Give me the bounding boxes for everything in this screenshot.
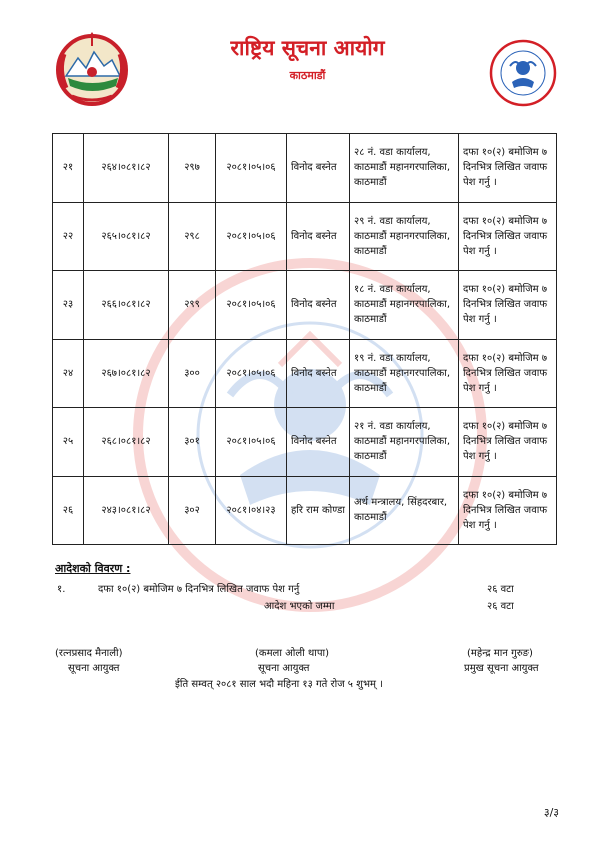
row-serial: २४ [53,339,84,408]
row-office: २८ नं. वडा कार्यालय, काठमाडौं महानगरपालिका, काठमाडौं [350,134,459,203]
page-number: ३/३ [543,806,559,819]
commission-seal-icon [488,38,558,108]
row-decision-no: २९७ [169,134,216,203]
row-order: दफा १०(२) बमोजिम ७ दिनभित्र लिखित जवाफ पेश गर्नु । [459,476,557,545]
row-appellant: विनोद बस्नेत [287,134,350,203]
summary-item-number: १. [57,584,66,595]
row-appellant: हरि राम कोण्डा [287,476,350,545]
row-order: दफा १०(२) बमोजिम ७ दिनभित्र लिखित जवाफ पेश गर्नु । [459,134,557,203]
signatory-left-name: (रत्नप्रसाद मैनाली) [55,648,123,659]
row-appellant: विनोद बस्नेत [287,339,350,408]
signatory-right-name: (महेन्द्र मान गुरुङ) [467,648,533,659]
row-registration: २६८।०८१।८२ [84,408,169,477]
table-row [53,134,557,203]
summary-item-count: २६ वटा [487,584,514,595]
row-date: २०८१।०४।२३ [216,476,287,545]
page-title: राष्ट्रिय सूचना आयोग [230,36,385,60]
signatory-right-role: प्रमुख सूचना आयुक्त [464,663,539,674]
row-office: १९ नं. वडा कार्यालय, काठमाडौं महानगरपालिका, काठमाडौं [350,339,459,408]
row-decision-no: २९८ [169,202,216,271]
row-serial: २२ [53,202,84,271]
row-appellant: विनोद बस्नेत [287,202,350,271]
row-office: २१ नं. वडा कार्यालय, काठमाडौं महानगरपालिका, काठमाडौं [350,408,459,477]
table-row [53,476,557,545]
signatory-left-role: सूचना आयुक्त [68,663,120,674]
row-registration: २४३।०८१।८२ [84,476,169,545]
table-row [53,202,557,271]
signatory-center-name: (कमला ओली थापा) [255,648,330,659]
row-office: १८ नं. वडा कार्यालय, काठमाडौं महानगरपालिका, काठमाडौं [350,271,459,340]
row-date: २०८१।०५।०६ [216,202,287,271]
row-order: दफा १०(२) बमोजिम ७ दिनभित्र लिखित जवाफ पेश गर्नु । [459,408,557,477]
row-order: दफा १०(२) बमोजिम ७ दिनभित्र लिखित जवाफ पेश गर्नु । [459,202,557,271]
row-order: दफा १०(२) बमोजिम ७ दिनभित्र लिखित जवाफ पेश गर्नु । [459,271,557,340]
orders-table-body [53,134,557,545]
row-decision-no: २९९ [169,271,216,340]
row-decision-no: ३०१ [169,408,216,477]
table-row [53,339,557,408]
summary-total-count: २६ वटा [487,601,514,612]
signatory-center-role: सूचना आयुक्त [258,663,310,674]
row-date: २०८१।०५।०६ [216,271,287,340]
row-decision-no: ३०० [169,339,216,408]
row-registration: २६४।०८१।८२ [84,134,169,203]
row-serial: २१ [53,134,84,203]
nepal-emblem-icon [52,30,132,106]
row-serial: २६ [53,476,84,545]
row-appellant: विनोद बस्नेत [287,271,350,340]
date-line: ईति सम्वत् २०८१ साल भदौ महिना १३ गते रोज ५ शुभम् । [175,679,383,690]
row-serial: २५ [53,408,84,477]
row-date: २०८१।०५।०६ [216,339,287,408]
summary-item-text: दफा १०(२) बमोजिम ७ दिनभित्र लिखित जवाफ पेश गर्नु [98,584,300,595]
row-appellant: विनोद बस्नेत [287,408,350,477]
row-order: दफा १०(२) बमोजिम ७ दिनभित्र लिखित जवाफ पेश गर्नु । [459,339,557,408]
row-registration: २६५।०८१।८२ [84,202,169,271]
header-city: काठमाडौं [289,69,326,82]
row-registration: २६६।०८१।८२ [84,271,169,340]
summary-total-label: आदेश भएको जम्मा [264,601,335,612]
table-row [53,408,557,477]
row-office: अर्थ मन्त्रालय, सिंहदरबार, काठमाडौं [350,476,459,545]
row-office: २९ नं. वडा कार्यालय, काठमाडौं महानगरपालिका, काठमाडौं [350,202,459,271]
row-serial: २३ [53,271,84,340]
table-row [53,271,557,340]
row-registration: २६७।०८१।८२ [84,339,169,408]
row-date: २०८१।०५।०६ [216,408,287,477]
row-date: २०८१।०५।०६ [216,134,287,203]
row-decision-no: ३०२ [169,476,216,545]
orders-table [52,133,557,545]
summary-title: आदेशको विवरण : [55,562,131,575]
